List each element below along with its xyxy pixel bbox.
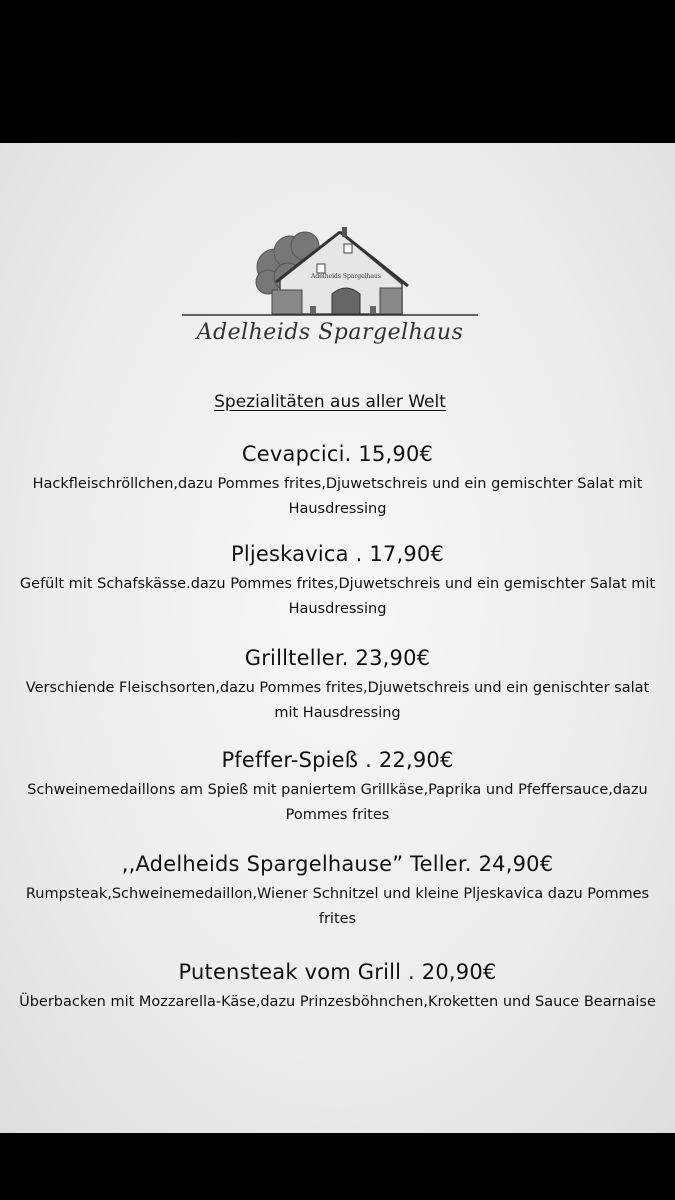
menu-item: [10, 540, 665, 622]
item-description: Gefült mit Schafskässe.dazu Pommes frites,Djuwetschreis und ein gemischter Salat mit Hausdressing: [19, 576, 656, 617]
menu-item: [10, 850, 665, 932]
menu-item: [10, 644, 665, 726]
item-description: Rumpsteak,Schweinemedaillon,Wiener Schnitzel und kleine Pljeskavica dazu Pommes frites: [25, 886, 650, 927]
bottom-border: [0, 1133, 675, 1200]
menu-item: [10, 440, 665, 522]
item-description: Hackfleischröllchen,dazu Pommes frites,Djuwetschreis und ein gemischter Salat mit Hausdressing: [32, 476, 643, 517]
section-title: Spezialitäten aus aller Welt: [214, 392, 446, 412]
item-name: Grillteller. 23,90€: [244, 646, 431, 670]
item-description: Überbacken mit Mozzarella-Käse,dazu Prinzesböhnchen,Kroketten und Sauce Bearnaise: [19, 994, 656, 1010]
item-name: Putensteak vom Grill . 20,90€: [178, 960, 497, 984]
restaurant-logo: [180, 222, 480, 362]
item-name: Pljeskavica . 17,90€: [230, 542, 445, 566]
restaurant-name: Adelheids Spargelhaus: [196, 320, 464, 345]
menu-item: [10, 746, 665, 828]
item-name: Pfeffer-Spieß . 22,90€: [221, 748, 454, 772]
item-description: Verschiende Fleischsorten,dazu Pommes frites,Djuwetschreis und ein genischter salat mit Hausdressing: [25, 680, 650, 721]
item-name: ,,Adelheids Spargelhause” Teller. 24,90€: [121, 852, 554, 876]
house-sign: Adelheids Spargelhaus: [311, 273, 381, 280]
item-description: Schweinemedaillons am Spieß mit paniertem Grillkäse,Paprika und Pfeffersauce,dazu Pommes frites: [27, 782, 648, 823]
item-name: Cevapcici. 15,90€: [241, 442, 434, 466]
menu-item: [10, 958, 665, 1015]
house-illustration: [180, 222, 480, 322]
